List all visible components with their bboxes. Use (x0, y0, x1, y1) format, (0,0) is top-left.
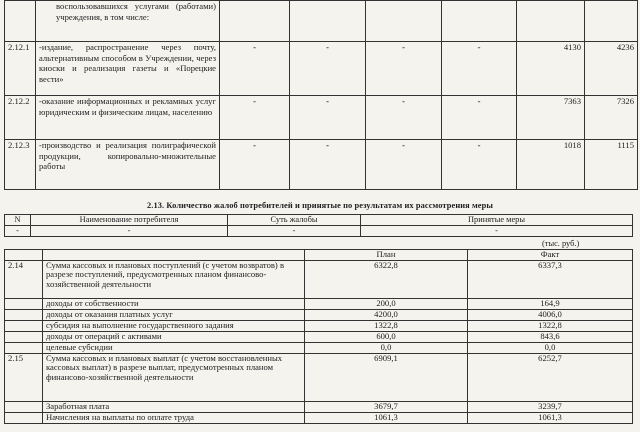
row-label: целевые субсидии (43, 342, 305, 353)
plan-value: 0,0 (305, 342, 468, 353)
table-row (5, 140, 638, 190)
fact-value: 0,0 (468, 342, 633, 353)
cell: - (366, 42, 442, 96)
plan-value: 6322,8 (305, 260, 468, 298)
plan-value: 1061,3 (305, 412, 468, 423)
row-label: доходы от оказания платных услуг (43, 309, 305, 320)
row-label: доходы от операций с активами (43, 331, 305, 342)
cell (290, 1, 366, 42)
row-code (5, 331, 43, 342)
cell (366, 1, 442, 42)
plan-value: 3679,7 (305, 401, 468, 412)
fact-value: 7326 (585, 96, 638, 140)
table-header-row (5, 215, 633, 226)
table-row (5, 401, 633, 412)
row-code: 2.12.1 (5, 42, 36, 96)
row-label: Начисления на выплаты по оплате труда (43, 412, 305, 423)
row-code: 2.12.3 (5, 140, 36, 190)
fact-value: 3239,7 (468, 401, 633, 412)
finance-table (4, 249, 633, 424)
table-row (5, 320, 633, 331)
cell (220, 1, 290, 42)
fact-value: 843,6 (468, 331, 633, 342)
column-header: N (5, 215, 31, 226)
row-label: Сумма кассовых и плановых выплат (с учетом восстановленных кассовых выплат) в разрезе выплат, предусмотренных планом финансово-хозяйственной деятельности (43, 353, 305, 401)
row-description: -издание, распространение через почту, альтернативным способом в Учреждении, через киоски и реализация газеты и «Порецкие вести» (36, 42, 220, 96)
plan-value: 6909,1 (305, 353, 468, 401)
table-row (5, 353, 633, 401)
row-label: Заработная плата (43, 401, 305, 412)
table-row (5, 342, 633, 353)
cell: - (220, 42, 290, 96)
cell: - (5, 226, 31, 237)
row-code (5, 298, 43, 309)
cell: - (220, 96, 290, 140)
row-code (5, 1, 36, 42)
complaints-table (4, 214, 633, 237)
table-row (5, 298, 633, 309)
fact-value: 6252,7 (468, 353, 633, 401)
fact-value: 6337,3 (468, 260, 633, 298)
cell: - (220, 140, 290, 190)
column-header: Суть жалобы (228, 215, 361, 226)
fact-value: 1018 (517, 140, 585, 190)
row-code: 2.12.2 (5, 96, 36, 140)
fact-value: 1115 (585, 140, 638, 190)
cell: - (290, 42, 366, 96)
row-code: 2.15 (5, 353, 43, 401)
table-row (5, 331, 633, 342)
cell (442, 1, 517, 42)
row-description: воспользовавшихся услугами (работами) учреждения, в том числе: (36, 1, 220, 42)
cell: - (366, 140, 442, 190)
services-table (4, 0, 638, 190)
section-title: 2.13. Количество жалоб потребителей и принятые по результатам их рассмотрения меры (146, 201, 494, 210)
row-code (5, 309, 43, 320)
row-code (5, 401, 43, 412)
column-header: Принятые меры (361, 215, 633, 226)
plan-value: 200,0 (305, 298, 468, 309)
table-row (5, 42, 638, 96)
table-row (5, 260, 633, 298)
plan-value: 4200,0 (305, 309, 468, 320)
fact-value (517, 1, 585, 42)
column-header-fact: Факт (468, 250, 633, 261)
row-description: -производство и реализация полиграфической продукции, копировально-множительные работы (36, 140, 220, 190)
table-row (5, 412, 633, 423)
fact-value: 1061,3 (468, 412, 633, 423)
table-row (5, 309, 633, 320)
table-row (5, 226, 633, 237)
plan-value: 1322,8 (305, 320, 468, 331)
fact-value: 7363 (517, 96, 585, 140)
row-code (5, 412, 43, 423)
table-row (5, 96, 638, 140)
row-description: -оказание информационных и рекламных услуг юридическим и физическим лицам, населению (36, 96, 220, 140)
row-label: Сумма кассовых и плановых поступлений (с учетом возвратов) в разрезе поступлений, предусмотренных планом финансово-хозяйственной деятельности (43, 260, 305, 298)
cell: - (361, 226, 633, 237)
fact-value: 164,9 (468, 298, 633, 309)
row-code (5, 320, 43, 331)
cell: - (366, 96, 442, 140)
cell: - (228, 226, 361, 237)
cell: - (442, 42, 517, 96)
row-label: доходы от собственности (43, 298, 305, 309)
column-header-plan: План (305, 250, 468, 261)
plan-value: 600,0 (305, 331, 468, 342)
unit-note: (тыс. руб.) (542, 239, 580, 248)
column-header: Наименование потребителя (31, 215, 228, 226)
cell: - (290, 96, 366, 140)
cell: - (442, 140, 517, 190)
cell: - (31, 226, 228, 237)
cell: - (442, 96, 517, 140)
table-row (5, 1, 638, 42)
table-header-row (5, 250, 633, 261)
cell: - (290, 140, 366, 190)
row-label: субсидия на выполнение государственного задания (43, 320, 305, 331)
fact-value: 4130 (517, 42, 585, 96)
fact-value: 1322,8 (468, 320, 633, 331)
fact-value: 4236 (585, 42, 638, 96)
row-code: 2.14 (5, 260, 43, 298)
fact-value (585, 1, 638, 42)
row-code (5, 342, 43, 353)
fact-value: 4006,0 (468, 309, 633, 320)
